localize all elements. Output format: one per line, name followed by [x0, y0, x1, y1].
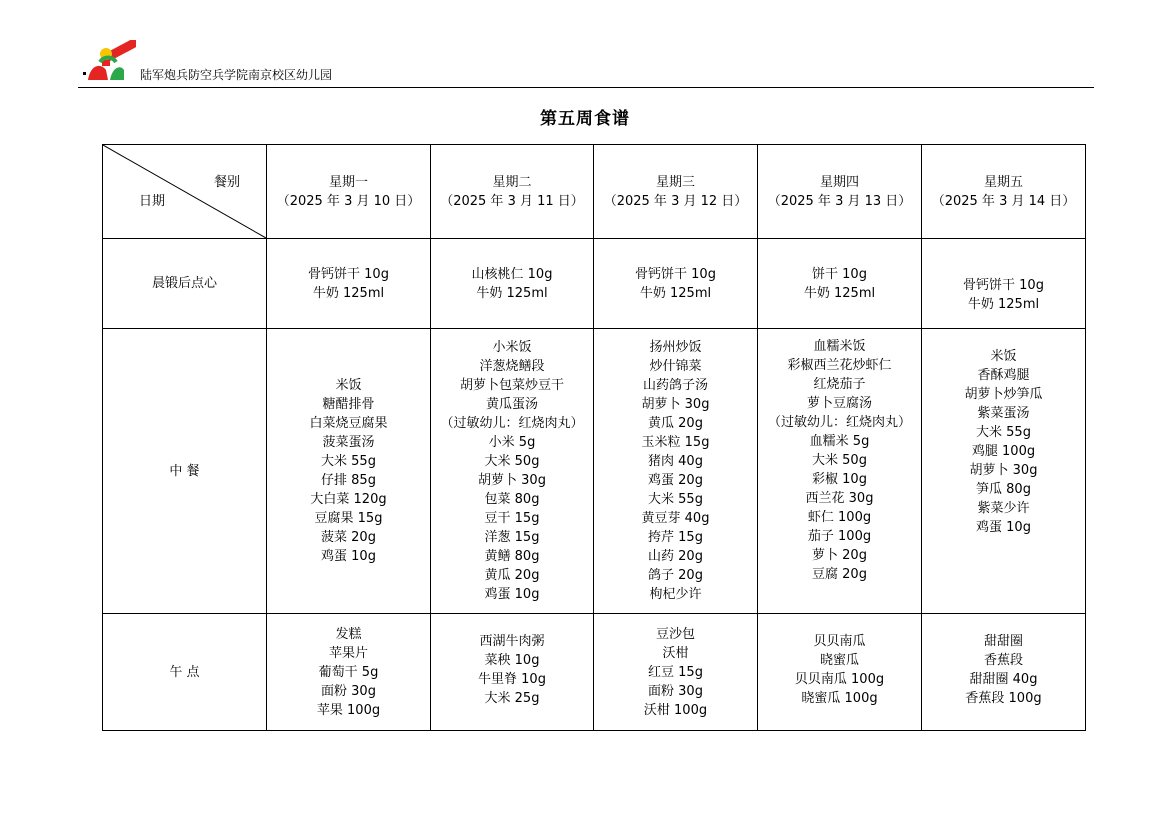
menu-item: 大米 50g	[484, 454, 540, 469]
menu-cell	[431, 329, 594, 614]
menu-item: 大米 50g	[812, 453, 867, 468]
page-title: 第五周食谱	[540, 109, 630, 129]
menu-item: 苹果片	[328, 645, 368, 661]
day-date: （2025 年 3 月 11 日）	[440, 193, 584, 209]
menu-item: 甜甜圈	[983, 634, 1023, 649]
menu-item: 彩椒 10g	[812, 472, 867, 487]
menu-item: 炒什锦菜	[649, 359, 702, 374]
menu-cell	[758, 329, 922, 614]
menu-cell	[267, 614, 431, 731]
menu-item: 鸡腿 100g	[971, 444, 1036, 459]
menu-item: 枸杞少许	[649, 587, 702, 602]
menu-item: 贝贝南瓜 100g	[794, 672, 885, 687]
day-name: 星期三	[655, 174, 695, 190]
corner-cell	[103, 145, 267, 239]
menu-item: 大白菜 120g	[310, 492, 387, 507]
menu-item: 胡萝卜包菜炒豆干	[459, 378, 564, 393]
menu-item: 香蕉段	[983, 653, 1023, 668]
morning-snack-row	[103, 239, 1086, 329]
menu-item: 包菜 80g	[484, 492, 540, 507]
menu-item: 黄瓜 20g	[484, 568, 540, 583]
menu-item: 鸡蛋 10g	[321, 549, 376, 564]
menu-item: 小米饭	[492, 340, 532, 355]
menu-item: 血糯米 5g	[809, 434, 870, 449]
day-date: （2025 年 3 月 14 日）	[931, 193, 1076, 209]
menu-item: 牛奶 125ml	[476, 285, 548, 301]
menu-item: 洋葱烧鳝段	[479, 359, 545, 374]
row-label: 中 餐	[103, 329, 267, 614]
menu-item: 胡萝卜 30g	[641, 397, 710, 412]
menu-item: 白菜烧豆腐果	[309, 416, 388, 431]
menu-item: 紫菜少许	[977, 501, 1030, 516]
menu-item: 血糯米饭	[813, 339, 866, 354]
menu-item: 胡萝卜 30g	[478, 473, 546, 488]
menu-cell	[594, 614, 758, 731]
menu-item: 菜秧 10g	[484, 653, 540, 668]
menu-item: 紫菜蛋汤	[977, 406, 1030, 421]
menu-item: 红豆 15g	[648, 664, 703, 680]
day-date: （2025 年 3 月 12 日）	[603, 193, 748, 209]
menu-cell	[594, 239, 758, 329]
menu-item: 黄鳝 80g	[484, 549, 540, 564]
menu-item: （过敏幼儿：红烧肉丸）	[440, 416, 584, 431]
menu-item: 饼干 10g	[812, 266, 867, 282]
day-name: 星期一	[328, 174, 368, 190]
menu-cell	[922, 614, 1086, 731]
header-divider	[78, 87, 1094, 88]
date-label: 日期	[139, 194, 166, 209]
afternoon-snack-row	[103, 614, 1086, 731]
weekly-menu-table	[102, 144, 1086, 731]
day-name: 星期五	[983, 174, 1023, 190]
menu-item: 菠菜蛋汤	[322, 435, 375, 450]
menu-item: 洋葱 15g	[484, 530, 540, 545]
day-header	[922, 145, 1086, 239]
menu-item: 香蕉段 100g	[965, 691, 1042, 706]
menu-cell	[431, 239, 594, 329]
row-label: 晨锻后点心	[103, 239, 267, 329]
menu-item: 山药 20g	[648, 549, 703, 564]
lunch-row	[103, 329, 1086, 614]
menu-item: 扬州炒饭	[649, 340, 702, 355]
menu-item: 猪肉 40g	[648, 454, 703, 469]
menu-item: 山药鸽子汤	[642, 378, 708, 393]
menu-cell	[922, 239, 1086, 329]
menu-cell	[267, 239, 431, 329]
menu-item: 胡萝卜 30g	[969, 463, 1038, 478]
kindergarten-logo-icon	[80, 40, 136, 82]
menu-cell	[594, 329, 758, 614]
menu-item: 菠菜 20g	[321, 530, 376, 545]
menu-item: 牛奶 125ml	[967, 296, 1040, 312]
menu-item: 牛里脊 10g	[478, 672, 546, 687]
menu-item: 彩椒西兰花炒虾仁	[787, 358, 892, 373]
menu-item: 大米 25g	[484, 691, 540, 706]
menu-item: 萝卜 20g	[812, 548, 867, 563]
menu-item: 香酥鸡腿	[977, 368, 1030, 383]
day-header	[758, 145, 922, 239]
diagonal-divider	[103, 145, 266, 238]
menu-item: 贝贝南瓜	[813, 634, 866, 649]
menu-item: 沃柑	[662, 645, 689, 661]
menu-item: 晓蜜瓜	[819, 653, 859, 668]
menu-item: 豆沙包	[655, 626, 695, 642]
menu-item: 甜甜圈 40g	[969, 672, 1038, 687]
menu-item: 仔排 85g	[321, 473, 376, 488]
menu-item: 豆腐 20g	[812, 567, 867, 582]
menu-item: 萝卜豆腐汤	[806, 396, 872, 411]
menu-item: 茄子 100g	[807, 529, 872, 544]
day-name: 星期四	[819, 174, 859, 190]
meal-type-label: 餐别	[213, 175, 240, 190]
menu-item: 米饭	[335, 378, 362, 393]
day-date: （2025 年 3 月 13 日）	[767, 193, 912, 209]
page-header	[78, 40, 1094, 88]
menu-item: 大米 55g	[648, 492, 703, 507]
day-header	[594, 145, 758, 239]
day-header	[431, 145, 594, 239]
menu-item: 牛奶 125ml	[312, 285, 385, 301]
menu-item: 苹果 100g	[316, 702, 381, 718]
menu-item: 玉米粒 15g	[641, 435, 710, 450]
menu-cell	[922, 329, 1086, 614]
menu-cell	[758, 614, 922, 731]
menu-item: 大米 55g	[321, 454, 376, 469]
menu-item: 骨钙饼干 10g	[308, 266, 389, 282]
menu-item: 黄瓜 20g	[648, 416, 703, 431]
menu-item: 挎芹 15g	[648, 530, 703, 545]
menu-item: 西湖牛肉粥	[479, 634, 545, 649]
menu-item: 牛奶 125ml	[803, 285, 876, 301]
menu-item: 虾仁 100g	[807, 510, 872, 525]
menu-item: 鸽子 20g	[648, 568, 703, 583]
table-header-row	[103, 145, 1086, 239]
menu-item: 骨钙饼干 10g	[963, 277, 1044, 293]
menu-item: 骨钙饼干 10g	[635, 266, 716, 282]
school-name: 陆军炮兵防空兵学院南京校区幼儿园	[140, 68, 333, 82]
menu-item: 红烧茄子	[813, 377, 866, 392]
menu-item: 大米 55g	[976, 425, 1031, 440]
day-header	[267, 145, 431, 239]
menu-item: 晓蜜瓜 100g	[801, 691, 878, 706]
menu-item: 面粉 30g	[321, 683, 376, 699]
menu-item: 黄豆芽 40g	[641, 511, 710, 526]
menu-item: 笋瓜 80g	[976, 482, 1031, 497]
menu-item: 山核桃仁 10g	[471, 266, 553, 282]
menu-item: 胡萝卜炒笋瓜	[964, 387, 1043, 402]
row-label: 午 点	[103, 614, 267, 731]
menu-item: 豆干 15g	[484, 511, 540, 526]
menu-item: 黄瓜蛋汤	[485, 397, 538, 412]
menu-item: 沃柑 100g	[643, 702, 708, 718]
menu-item: 发糕	[335, 626, 362, 642]
day-name: 星期二	[492, 174, 532, 190]
menu-item: 糖醋排骨	[322, 397, 375, 412]
menu-item: 豆腐果 15g	[314, 511, 383, 526]
menu-item: 鸡蛋 10g	[484, 587, 540, 602]
day-date: （2025 年 3 月 10 日）	[276, 193, 421, 209]
menu-item: 小米 5g	[488, 435, 536, 450]
menu-item: 米饭	[990, 349, 1017, 364]
menu-item: 面粉 30g	[648, 683, 703, 699]
menu-item: 西兰花 30g	[805, 491, 874, 506]
menu-item: 葡萄干 5g	[318, 664, 379, 680]
menu-item: 鸡蛋 10g	[976, 520, 1031, 535]
menu-item: （过敏幼儿：红烧肉丸）	[767, 415, 911, 430]
menu-item: 鸡蛋 20g	[648, 473, 703, 488]
menu-item: 牛奶 125ml	[639, 285, 712, 301]
menu-cell	[431, 614, 594, 731]
menu-cell	[758, 239, 922, 329]
menu-cell	[267, 329, 431, 614]
